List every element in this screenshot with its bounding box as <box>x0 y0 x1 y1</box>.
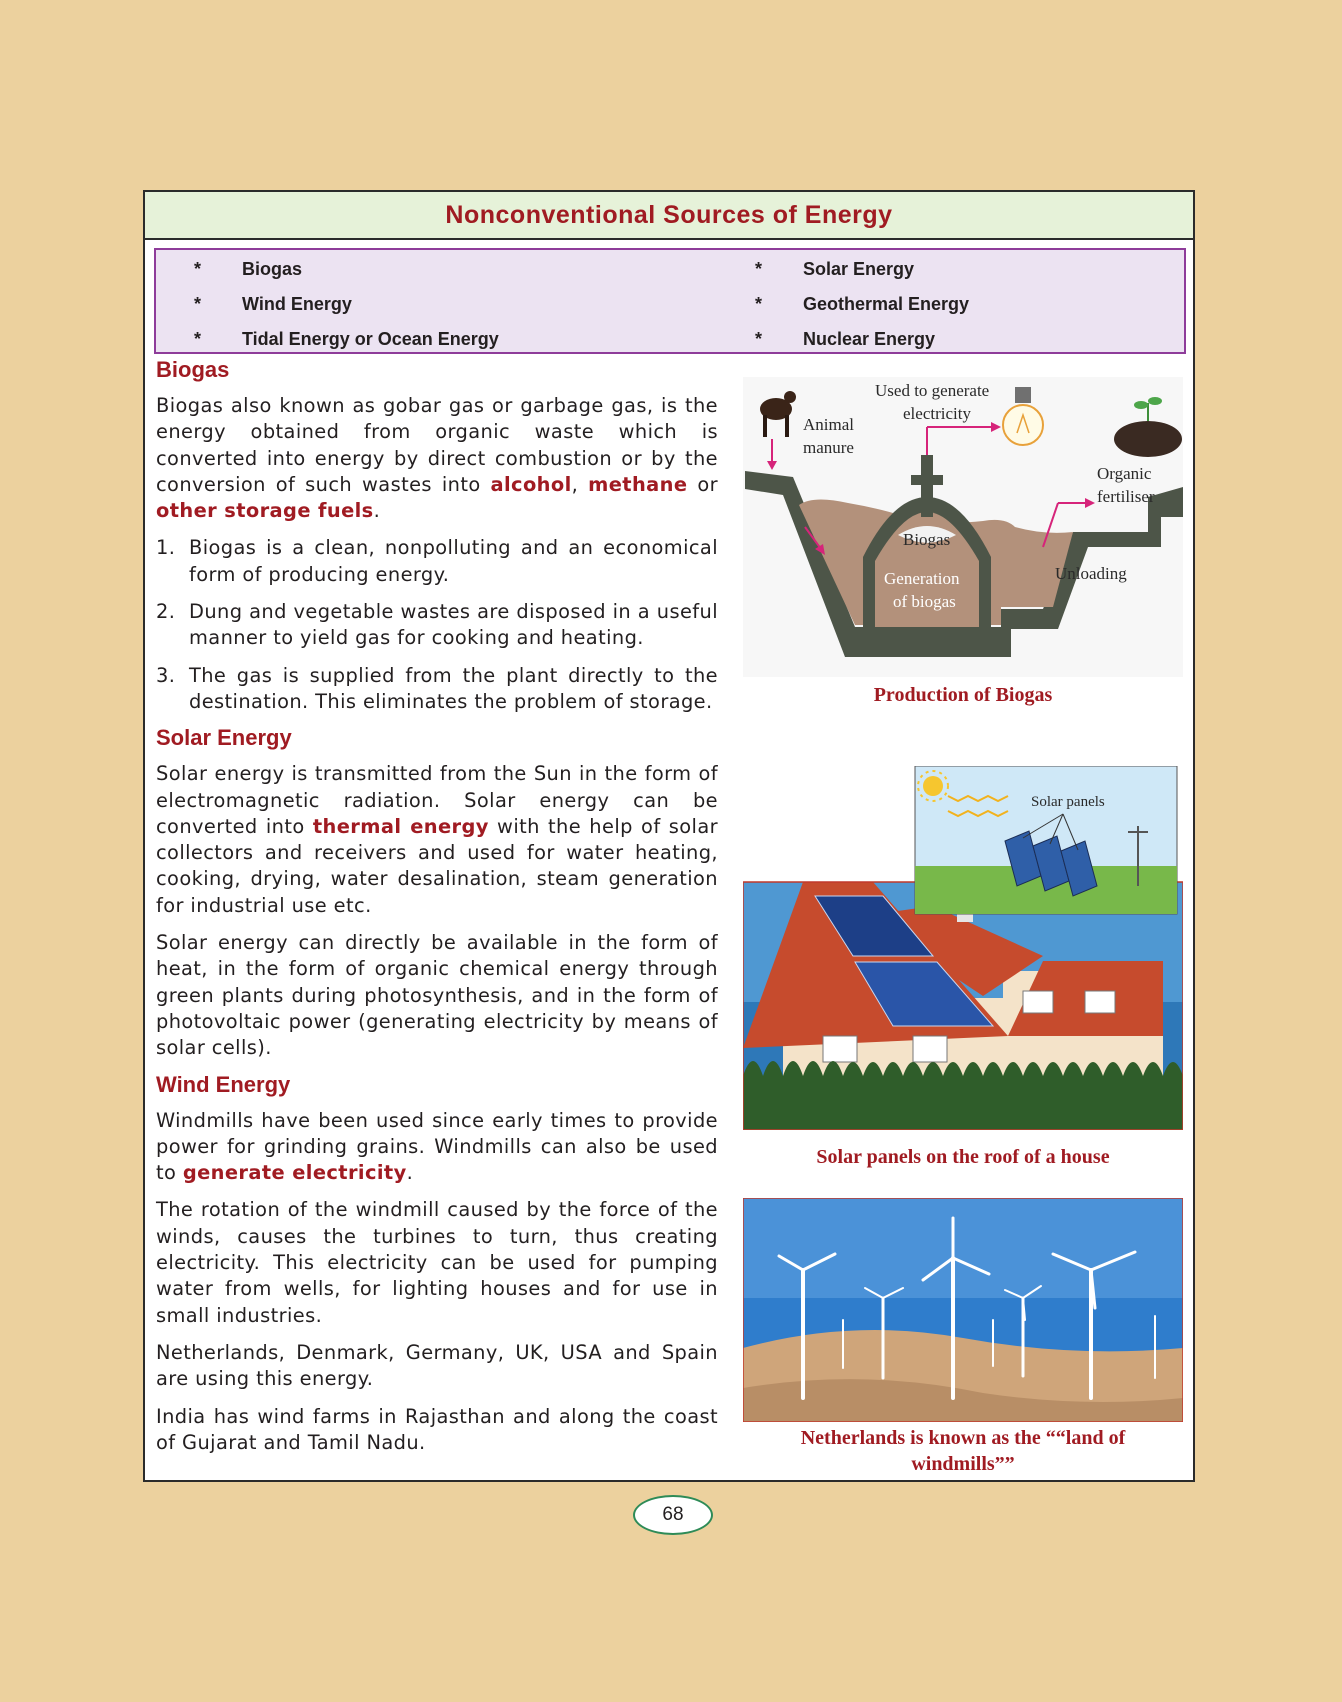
wind-caption: Netherlands is known as the ““land of windmills”” <box>800 1427 1126 1475</box>
page-number: 68 <box>633 1495 713 1535</box>
keyword-methane: methane <box>588 472 688 496</box>
topic-star: * <box>194 329 202 349</box>
topic-star: * <box>755 329 763 349</box>
topic-star: * <box>194 259 202 279</box>
biogas-point: 1. Biogas is a clean, nonpolluting and an economical form of producing energy. <box>156 536 718 586</box>
topics-box <box>154 248 1186 354</box>
topic-label: Solar Energy <box>803 259 915 279</box>
page-frame <box>143 190 1195 1482</box>
keyword-storage-fuels: other storage fuels <box>156 499 374 523</box>
svg-text:Biogas: Biogas <box>903 530 951 549</box>
topic-star: * <box>755 294 763 314</box>
topic-label: Tidal Energy or Ocean Energy <box>242 329 499 349</box>
solar-paragraph-2: Solar energy can directly be available in the form of heat, in the form of organic chemical energy through green plants during photosynthesis, and in the form of photovoltaic power (generating electricity by means of solar cells). <box>156 931 718 1060</box>
svg-text:Used to generate: Used to generate <box>875 381 990 400</box>
biogas-plant-diagram <box>743 377 1183 677</box>
page-title: Nonconventional Sources of Energy <box>145 192 1193 240</box>
biogas-heading: Biogas <box>156 357 230 382</box>
svg-text:Generation: Generation <box>884 569 960 588</box>
topic-star: * <box>755 259 763 279</box>
svg-text:Solar panels: Solar panels <box>1031 794 1105 810</box>
topic-label: Wind Energy <box>242 294 352 314</box>
wind-paragraph-3: Netherlands, Denmark, Germany, UK, USA and Spain are using this energy. <box>156 1340 718 1391</box>
svg-text:fertiliser: fertiliser <box>1097 487 1155 506</box>
biogas-point: 3. The gas is supplied from the plant directly to the destination. This eliminates the problem of storage. <box>156 663 718 713</box>
text-column <box>156 356 718 1467</box>
solar-inset-diagram <box>915 766 1177 914</box>
wind-paragraph-1: Windmills have been used since early times to provide power for grinding grains. Windmills can also be used to generate electricity. <box>156 1108 718 1185</box>
wind-paragraph-4: India has wind farms in Rajasthan and along the coast of Gujarat and Tamil Nadu. <box>156 1404 718 1454</box>
biogas-point: 2. Dung and vegetable wastes are disposed in a useful manner to yield gas for cooking and heating. <box>156 600 718 650</box>
solar-heading: Solar Energy <box>156 725 292 751</box>
svg-text:manure: manure <box>803 438 854 457</box>
topic-label: Nuclear Energy <box>803 329 936 349</box>
keyword-thermal-energy: thermal energy <box>312 814 489 838</box>
svg-text:electricity: electricity <box>903 404 971 423</box>
solar-paragraph-1: Solar energy is transmitted from the Sun in the form of electromagnetic radiation. Solar energy can be converted into thermal energy with the help of solar collectors and receivers and used for water heating, cooking, drying, water desalination, steam generation for industrial use etc. <box>156 762 718 917</box>
svg-text:of biogas: of biogas <box>893 592 956 611</box>
topic-label: Biogas <box>242 259 303 279</box>
wind-paragraph-2: The rotation of the windmill caused by the force of the winds, causes the turbines to turn, thus creating electricity. This electricity can be used for pumping water from wells, for lighting houses and for use in small industries. <box>156 1198 718 1327</box>
solar-panels-photo <box>743 766 1183 1130</box>
svg-text:Organic: Organic <box>1097 464 1152 483</box>
biogas-caption: Production of Biogas <box>873 684 1053 706</box>
topic-star: * <box>194 294 202 314</box>
svg-text:Unloading: Unloading <box>1055 564 1127 583</box>
keyword-generate-electricity: generate electricity <box>182 1161 407 1185</box>
svg-text:Animal: Animal <box>803 415 854 434</box>
biogas-intro: Biogas also known as gobar gas or garbage gas, is the energy obtained from organic waste which is converted into energy by direct combustion or by the conversion of such wastes into alcohol, methane or other storage fuels. <box>156 394 718 523</box>
solar-caption: Solar panels on the roof of a house <box>816 1146 1110 1168</box>
topic-label: Geothermal Energy <box>803 294 970 314</box>
keyword-alcohol: alcohol <box>490 472 572 496</box>
wind-turbines-photo <box>743 1198 1183 1422</box>
wind-heading: Wind Energy <box>156 1071 291 1097</box>
